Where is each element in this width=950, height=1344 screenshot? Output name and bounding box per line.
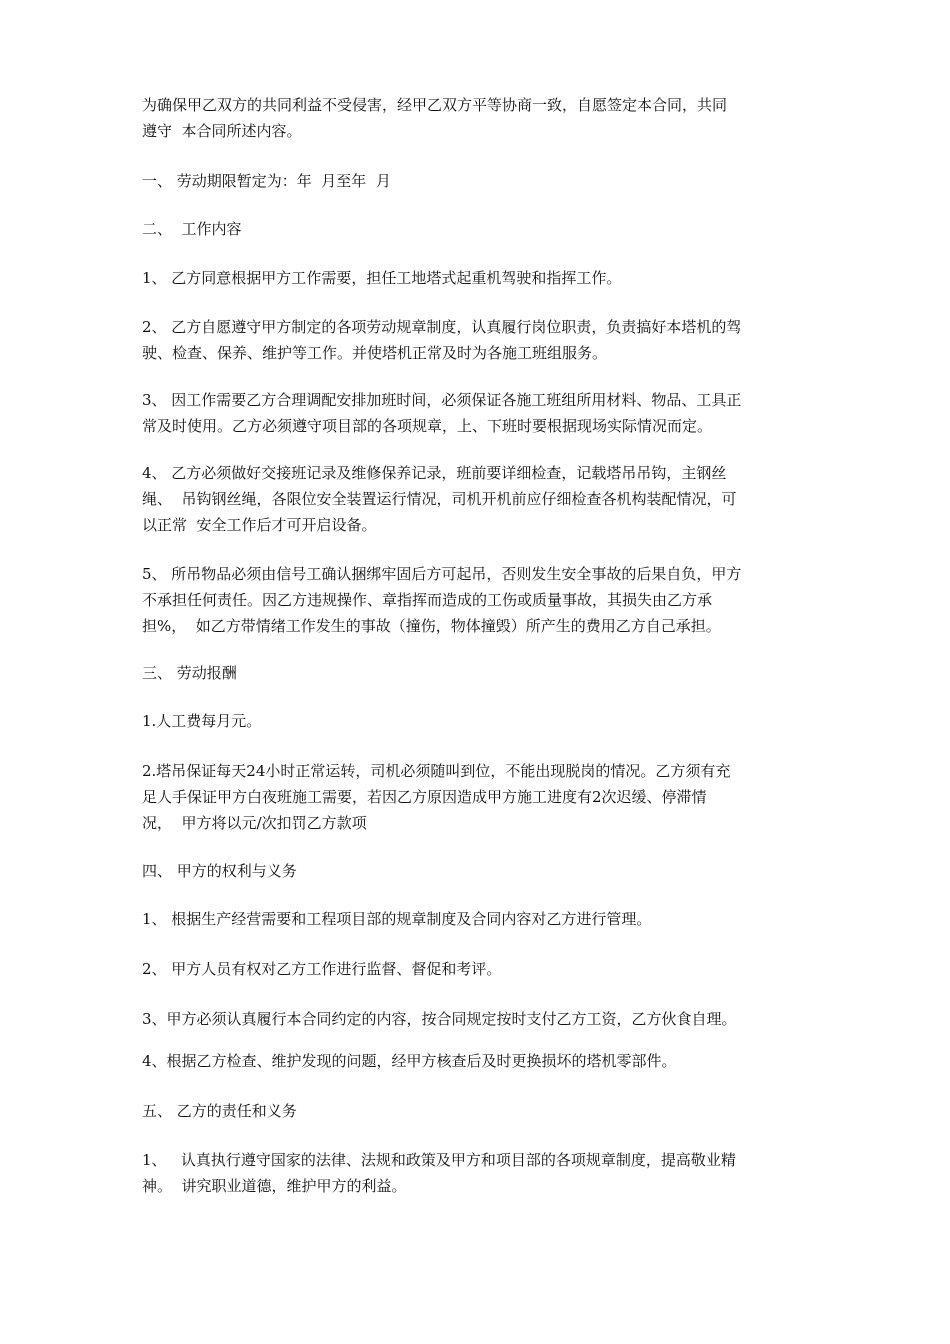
text-line: 四、 甲方的权利与义务 (142, 862, 297, 880)
text-line: 5、 所吊物品必须由信号工确认捆绑牢固后方可起吊，否则发生安全事故的后果自负，甲方 (142, 565, 742, 583)
text-line: 2.塔吊保证每天24小时正常运转，司机必须随叫到位，不能出现脱岗的情况。乙方须有充 (142, 762, 731, 780)
text-line: 神。 讲究职业道德，维护甲方的利益。 (142, 1177, 407, 1195)
section-4-heading (142, 858, 822, 884)
text-line: 担%， 如乙方带情绪工作发生的事故（撞伤，物体撞毁）所产生的费用乙方自己承担。 (142, 617, 721, 635)
text-line: 况， 甲方将以元/次扣罚乙方款项 (142, 814, 367, 832)
work-item-1 (142, 265, 822, 291)
section-5-heading (142, 1098, 822, 1124)
text-line: 1、 根据生产经营需要和工程项目部的规章制度及合同内容对乙方进行管理。 (142, 910, 652, 928)
pay-item-2 (142, 758, 822, 836)
text-line: 2、 甲方人员有权对乙方工作进行监督、督促和考评。 (142, 960, 502, 978)
text-line: 二、 工作内容 (142, 220, 242, 238)
party-a-item-4 (142, 1048, 822, 1074)
party-b-item-1 (142, 1147, 822, 1199)
text-line: 1、 认真执行遵守国家的法律、法规和政策及甲方和项目部的各项规章制度，提高敬业精 (142, 1151, 736, 1169)
party-a-item-1 (142, 906, 822, 932)
work-item-2 (142, 314, 822, 366)
text-line: 五、 乙方的责任和义务 (142, 1102, 297, 1120)
text-line: 一、 劳动期限暂定为：年 月至年 月 (142, 172, 391, 190)
work-item-4 (142, 460, 822, 538)
text-line: 遵守 本合同所述内容。 (142, 122, 302, 140)
section-1-heading (142, 168, 822, 194)
party-a-item-2 (142, 956, 822, 982)
intro-paragraph (142, 92, 822, 144)
text-line: 3、 因工作需要乙方合理调配安排加班时间，必须保证各施工班组所用材料、物品、工具正 (142, 391, 742, 409)
text-line: 三、 劳动报酬 (142, 664, 237, 682)
pay-item-1 (142, 708, 822, 734)
text-line: 以正常 安全工作后才可开启设备。 (142, 516, 377, 534)
text-line: 3、甲方必须认真履行本合同约定的内容，按合同规定按时支付乙方工资，乙方伙食自理。 (142, 1010, 737, 1028)
work-item-5 (142, 561, 822, 639)
text-line: 为确保甲乙双方的共同利益不受侵害，经甲乙双方平等协商一致，自愿签定本合同，共同 (142, 96, 728, 114)
text-line: 1.人工费每月元。 (142, 712, 262, 730)
section-3-heading (142, 660, 822, 686)
text-line: 不承担任何责任。因乙方违规操作、章指挥而造成的工伤或质量事故，其损失由乙方承 (142, 591, 713, 609)
text-line: 4、根据乙方检查、维护发现的问题，经甲方核查后及时更换损坏的塔机零部件。 (142, 1052, 677, 1070)
text-line: 足人手保证甲方白夜班施工需要，若因乙方原因造成甲方施工进度有2次迟缓、停滞情 (142, 788, 707, 806)
section-2-heading (142, 216, 822, 242)
work-item-3 (142, 387, 822, 439)
text-line: 2、 乙方自愿遵守甲方制定的各项劳动规章制度，认真履行岗位职责，负责搞好本塔机的驾 (142, 318, 742, 336)
text-line: 驶、检查、保养、维护等工作。并使塔机正常及时为各施工班组服务。 (142, 344, 608, 362)
text-line: 1、 乙方同意根据甲方工作需要，担任工地塔式起重机驾驶和指挥工作。 (142, 269, 622, 287)
text-line: 绳、 吊钩钢丝绳，各限位安全装置运行情况，司机开机前应仔细检查各机构装配情况，可 (142, 490, 737, 508)
text-line: 4、 乙方必须做好交接班记录及维修保养记录，班前要详细检查，记载塔吊吊钩，主钢丝 (142, 464, 727, 482)
text-line: 常及时使用。乙方必须遵守项目部的各项规章，上、下班时要根据现场实际情况而定。 (142, 417, 713, 435)
party-a-item-3 (142, 1006, 822, 1032)
